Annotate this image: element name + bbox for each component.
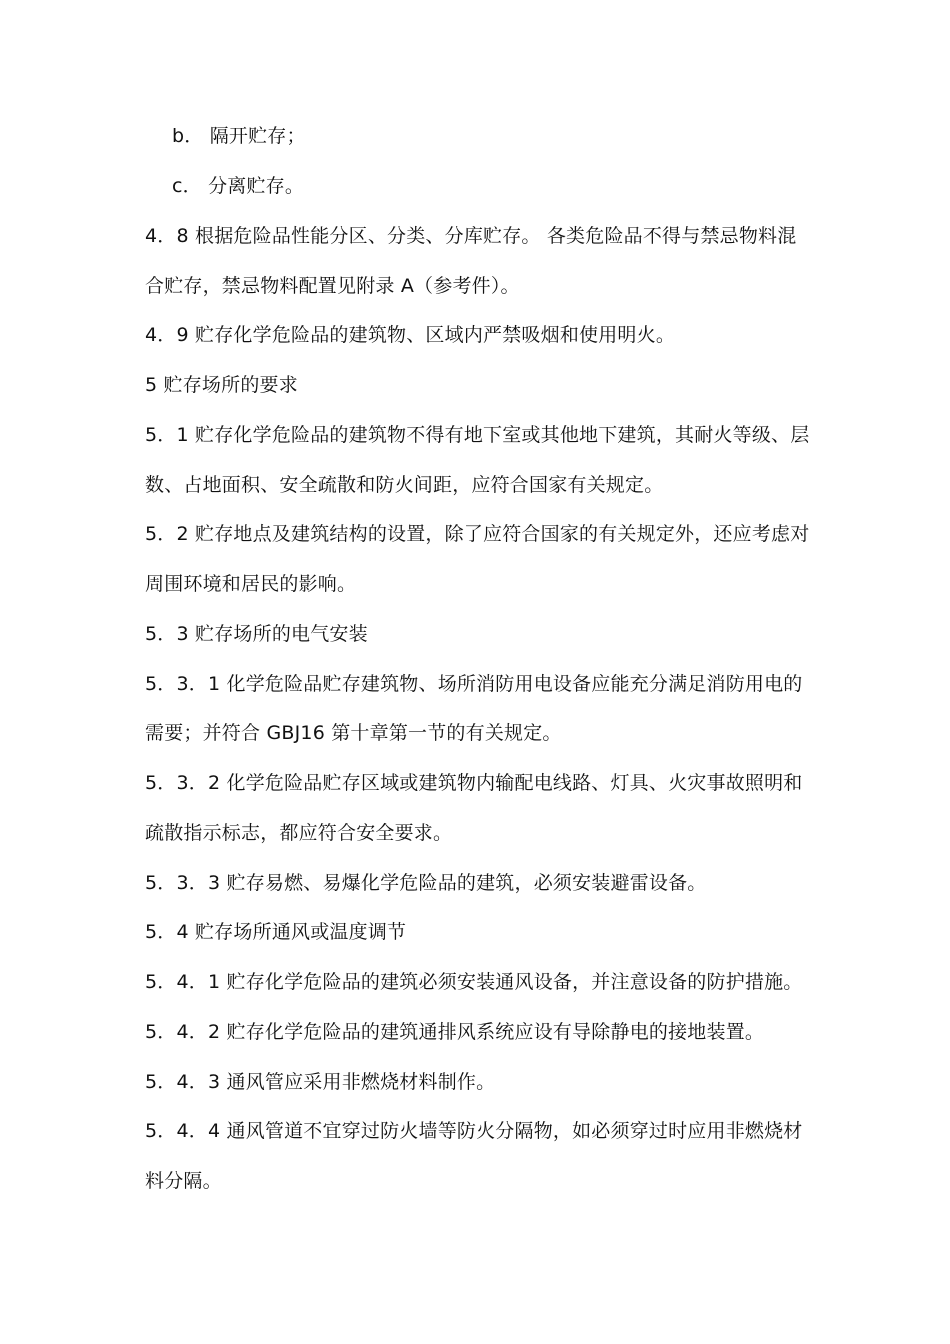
clause-5-4-2: 5．4．2 贮存化学危险品的建筑通排风系统应设有导除静电的接地装置。 [145,1021,765,1043]
clause-5-4-4-line-2: 料分隔。 [145,1170,222,1192]
list-item-c: c． 分离贮存。 [172,175,305,197]
clause-4-9: 4．9 贮存化学危险品的建筑物、区域内严禁吸烟和使用明火。 [145,324,676,346]
clause-5-3-1-line-2: 需要；并符合 GBJ16 第十章第一节的有关规定。 [145,722,562,744]
section-5-heading: 5 贮存场所的要求 [145,374,298,396]
clause-5-4-3: 5．4．3 通风管应采用非燃烧材料制作。 [145,1071,496,1093]
clause-5-1-line-2: 数、占地面积、安全疏散和防火间距，应符合国家有关规定。 [145,474,664,496]
clause-5-3-1-line-1: 5．3．1 化学危险品贮存建筑物、场所消防用电设备应能充分满足消防用电的 [145,673,803,695]
list-item-b: b． 隔开贮存； [172,125,306,147]
clause-5-4-4-line-1: 5．4．4 通风管道不宜穿过防火墙等防火分隔物，如必须穿过时应用非燃烧材 [145,1120,803,1142]
clause-5-3-3: 5．3．3 贮存易燃、易爆化学危险品的建筑，必须安装避雷设备。 [145,872,707,894]
clause-5-3-2-line-2: 疏散指示标志，都应符合安全要求。 [145,822,453,844]
clause-4-8-line-2: 合贮存，禁忌物料配置见附录 A（参考件）。 [145,275,520,297]
clause-5-2-line-2: 周围环境和居民的影响。 [145,573,357,595]
clause-5-1-line-1: 5．1 贮存化学危险品的建筑物不得有地下室或其他地下建筑，其耐火等级、层 [145,424,810,446]
clause-5-2-line-1: 5．2 贮存地点及建筑结构的设置，除了应符合国家的有关规定外，还应考虑对 [145,523,810,545]
clause-5-4-heading: 5．4 贮存场所通风或温度调节 [145,921,407,943]
clause-5-4-1: 5．4．1 贮存化学危险品的建筑必须安装通风设备，并注意设备的防护措施。 [145,971,803,993]
clause-4-8-line-1: 4．8 根据危险品性能分区、分类、分库贮存。 各类危险品不得与禁忌物料混 [145,225,797,247]
clause-5-3-2-line-1: 5．3．2 化学危险品贮存区域或建筑物内输配电线路、灯具、火灾事故照明和 [145,772,803,794]
clause-5-3-heading: 5．3 贮存场所的电气安装 [145,623,368,645]
